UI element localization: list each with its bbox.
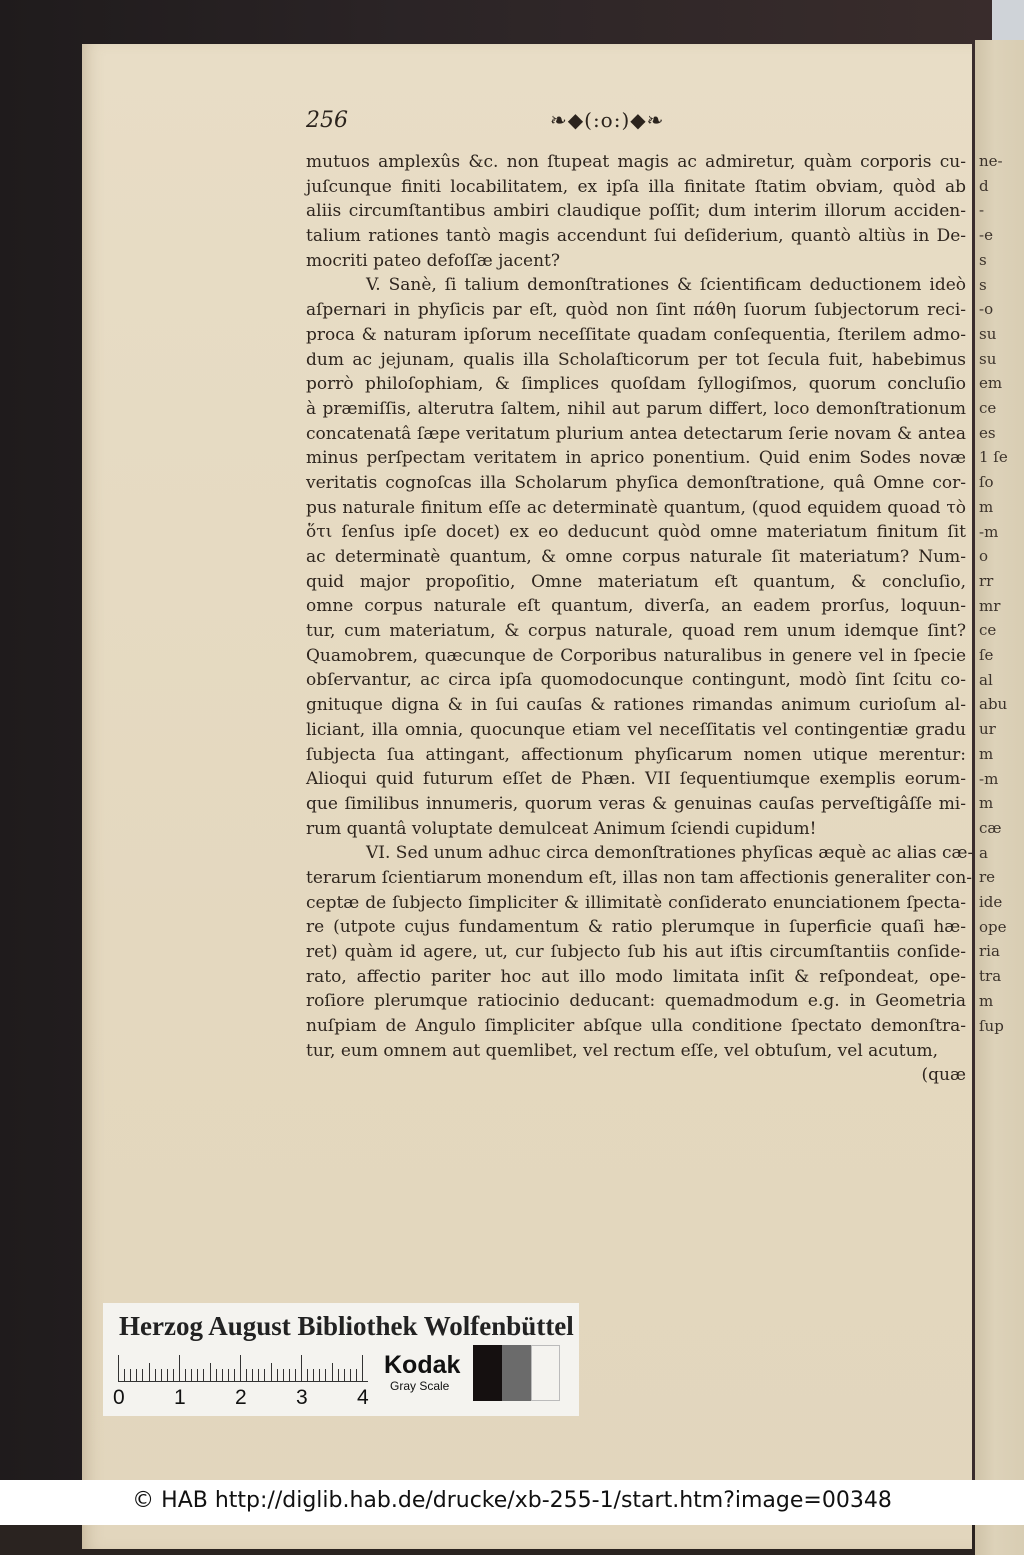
- facing-page-fragment: re: [979, 868, 996, 887]
- text-line: V. Sanè, ſi talium demonſtrationes & ſcientificam deductionem ideò: [366, 275, 966, 296]
- ruler-tick: [179, 1355, 180, 1381]
- ruler-tick: [277, 1369, 278, 1381]
- text-line: ret) quàm id agere, ut, cur ſubjecto ſub his aut iſtis circumſtantiis conſide-: [306, 942, 966, 962]
- ruler-tick: [289, 1369, 290, 1381]
- facing-page-fragment: m: [979, 744, 994, 763]
- facing-page-fragment: -m: [979, 522, 999, 541]
- facing-page-fragment: ria: [979, 942, 1000, 961]
- ruler-tick: [167, 1369, 168, 1381]
- text-line: ceptæ de ſubjecto ſimpliciter & illimitatè conſiderato enunciationem ſpecta-: [306, 892, 966, 913]
- text-line: terarum ſcientiarum monendum eſt, illas non tam affectionis generaliter con-: [306, 867, 973, 888]
- header-ornament: ❧◆(:o:)◆❧: [550, 108, 665, 132]
- ruler-number: 4: [357, 1386, 369, 1409]
- text-line: Quamobrem, quæcunque de Corporibus naturalibus in genere vel in ſpecie: [306, 645, 966, 666]
- ruler-number: 1: [174, 1386, 186, 1409]
- ruler-tick: [124, 1369, 125, 1381]
- ruler-tick: [332, 1363, 333, 1381]
- facing-page-fragment: ide: [979, 893, 1003, 911]
- ruler-number: 0: [113, 1386, 125, 1409]
- ruler-tick: [197, 1369, 198, 1381]
- facing-page-fragment: mr: [979, 596, 1001, 615]
- ruler-tick: [130, 1369, 131, 1381]
- ruler-tick: [344, 1369, 345, 1381]
- ruler-tick: [271, 1363, 272, 1381]
- facing-page-fragment: -m: [979, 769, 999, 788]
- facing-page-fragment: abu: [979, 695, 1008, 714]
- text-line: porrò philoſophiam, & ſimplices quoſdam ſyllogiſmos, quorum concluſio: [306, 374, 966, 395]
- ruler-tick: [258, 1369, 259, 1381]
- ruler-tick: [338, 1369, 339, 1381]
- text-line: aſpernari in phyſicis par eſt, quòd non ſint πάθη ſuorum ſubjectorum reci-: [306, 300, 966, 321]
- facing-page-fragment: 1 ſe: [979, 448, 1008, 467]
- facing-page-fragment: ur: [979, 720, 996, 739]
- facing-page-fragment: ſo: [979, 473, 994, 492]
- ruler-tick: [149, 1363, 150, 1381]
- facing-page-fragment: em: [979, 374, 1003, 393]
- library-color-tag: [103, 1303, 579, 1416]
- facing-page-fragment: -e: [979, 226, 993, 245]
- text-line: aliis circumſtantibus ambiri claudique poſſit; dum interim illorum acciden-: [306, 201, 966, 222]
- gray-swatch-dark: [473, 1345, 502, 1401]
- text-line: quid major propoſitio, Omne materiatum eſt quantum, & concluſio,: [306, 571, 966, 592]
- ruler-tick: [222, 1369, 223, 1381]
- text-line: ὅτι ſenſus ipſe docet) ex eo deducunt quòd omne materiatum finitum ſit: [306, 522, 966, 543]
- kodak-logo: Kodak: [384, 1351, 461, 1379]
- text-line: que ſimilibus innumeris, quorum veras & genuinas cauſas perveſtigâſſe mi-: [306, 793, 966, 814]
- ruler-scale: [118, 1355, 368, 1382]
- ruler-tick: [283, 1369, 284, 1381]
- text-line: ſubjecta ſua attingant, affectionum phyſicarum nomen utique merentur:: [306, 744, 966, 765]
- facing-page-fragment: d: [979, 176, 989, 195]
- ruler-tick: [313, 1369, 314, 1381]
- facing-page-fragment: -: [979, 201, 985, 220]
- ruler-tick: [252, 1369, 253, 1381]
- text-line: nuſpiam de Angulo ſimpliciter abſque ulla conditione ſpectato demonſtra-: [306, 1016, 966, 1037]
- text-line: pus naturale finitum eſſe ac determinatè quantum, (quod equidem quoad τὸ: [306, 497, 966, 518]
- text-line: liciant, illa omnia, quocunque etiam vel neceſſitatis vel contingentiæ gradu: [306, 719, 966, 740]
- facing-page-fragment: ſup: [979, 1016, 1004, 1035]
- facing-page-fragment: s: [979, 275, 987, 294]
- text-line: talium rationes tantò magis accendunt ſui deſiderium, quantò altiùs in De-: [306, 226, 966, 247]
- text-line: mutuos amplexûs &c. non ſtupeat magis ac admiretur, quàm corporis cu-: [306, 152, 966, 172]
- facing-page-fragment: es: [979, 423, 996, 442]
- ruler-tick: [136, 1369, 137, 1381]
- facing-page-fragment: m: [979, 991, 994, 1010]
- facing-page-fragment: ce: [979, 621, 997, 640]
- facing-page-fragment: su: [979, 324, 997, 343]
- copyright-text: © HAB http://diglib.hab.de/drucke/xb-255-1/start.htm?image=00348: [132, 1488, 892, 1513]
- ruler-tick: [295, 1369, 296, 1381]
- facing-page-fragment: tra: [979, 967, 1002, 986]
- kodak-subtitle: Gray Scale: [390, 1379, 450, 1393]
- ruler-tick: [185, 1369, 186, 1381]
- facing-page-fragment: su: [979, 349, 997, 368]
- text-line: proca & naturam ipſorum neceſſitate quadam conſequentia, ſterilem admo-: [306, 324, 966, 345]
- page-header: [306, 108, 964, 138]
- facing-page-fragment: cæ: [979, 818, 1002, 837]
- facing-page-fragment: m: [979, 794, 994, 813]
- facing-page-fragment: ce: [979, 399, 997, 417]
- text-line: gnituque digna & in ſui cauſas & rationes rimandas animum curioſum al-: [306, 695, 966, 716]
- text-line: rum quantâ voluptate demulceat Animum ſciendi cupidum!: [306, 818, 817, 839]
- ruler-tick: [191, 1369, 192, 1381]
- facing-page-fragment: rr: [979, 571, 994, 590]
- ruler-number: 3: [296, 1386, 308, 1409]
- ruler-tick: [301, 1355, 302, 1381]
- ruler-number: 2: [235, 1386, 247, 1409]
- ruler-tick: [319, 1369, 320, 1381]
- ruler-tick: [350, 1369, 351, 1381]
- text-line: tur, eum omnem aut quemlibet, vel rectum eſſe, vel obtuſum, vel acutum,: [306, 1040, 939, 1061]
- facing-page-fragment: al: [979, 670, 993, 689]
- body-text: [306, 150, 974, 1088]
- gray-swatch-mid: [502, 1345, 531, 1401]
- text-line: minus perſpectam veritatem in aprico ponentium. Quid enim Sodes novæ: [306, 448, 966, 469]
- facing-page-fragment: ſe: [979, 646, 994, 664]
- text-line: obſervantur, ac circa ipſa quomodocunque contingunt, modò ſint ſcitu co-: [306, 670, 966, 691]
- ruler-tick: [325, 1369, 326, 1381]
- ruler-tick: [173, 1369, 174, 1381]
- text-line: rato, affectio pariter hoc aut illo modo limitata inſit & reſpondeat, ope-: [306, 966, 966, 987]
- facing-page-fragment: o: [979, 547, 989, 566]
- ruler-tick: [216, 1369, 217, 1381]
- text-line: à præmiſſis, alterutra ſaltem, nihil aut parum differt, loco demonſtrationum: [306, 398, 966, 419]
- ruler-tick: [246, 1369, 247, 1381]
- text-line: veritatis cognoſcas illa Scholarum phyſica demonſtratione, quâ Omne cor-: [306, 472, 966, 493]
- catchword: (quæ: [921, 1065, 966, 1086]
- ruler-tick: [234, 1369, 235, 1381]
- page-number: 256: [306, 108, 348, 133]
- text-line: roſiore plerumque ratiocinio deducant: quemadmodum e.g. in Geometria: [306, 991, 966, 1012]
- facing-page-fragment: m: [979, 497, 994, 516]
- text-line: dum ac jejunam, qualis illa Scholaſticorum per tot ſecula fuit, habebimus: [306, 349, 966, 370]
- facing-page-edge: [975, 40, 1024, 1555]
- ruler-tick: [362, 1355, 363, 1381]
- ruler-tick: [118, 1355, 119, 1381]
- library-name: Herzog August Bibliothek Wolfenbüttel: [119, 1311, 574, 1341]
- ruler-tick: [356, 1369, 357, 1381]
- gray-swatch-light: [531, 1345, 560, 1401]
- facing-page-fragment: -o: [979, 300, 994, 319]
- facing-page-fragment: ne-: [979, 152, 1003, 170]
- ruler-tick: [228, 1369, 229, 1381]
- text-line: ac determinatè quantum, & omne corpus naturale ſit materiatum? Num-: [306, 547, 966, 567]
- facing-page-fragment: s: [979, 250, 987, 269]
- ruler-tick: [161, 1369, 162, 1381]
- facing-page-fragment: ope: [979, 917, 1007, 936]
- text-line: concatenatâ ſæpe veritatum plurium antea detectarum ſerie novam & antea: [306, 423, 966, 444]
- text-line: mocriti pateo defoſſæ jacent?: [306, 250, 560, 271]
- text-line: VI. Sed unum adhuc circa demonſtrationes phyſicas æquè ac alias cæ-: [366, 843, 974, 864]
- text-line: re (utpote cujus fundamentum & ratio plerumque in ſuperficie quaſi hæ-: [306, 917, 966, 938]
- text-line: tur, cum materiatum, & corpus naturale, quoad rem unum idemque ſint?: [306, 621, 966, 642]
- ruler-tick: [210, 1363, 211, 1381]
- text-line: omne corpus naturale eſt quantum, diverſa, an eadem prorſus, loquun-: [306, 596, 966, 617]
- ruler-tick: [203, 1369, 204, 1381]
- facing-page-fragment: a: [979, 843, 988, 862]
- text-line: Alioqui quid futurum eſſet de Phæn. VII ſequentiumque exemplis eorum-: [306, 769, 966, 790]
- copyright-footer: [0, 1480, 1024, 1525]
- ruler-tick: [155, 1369, 156, 1381]
- ruler-tick: [240, 1355, 241, 1381]
- ruler-tick: [264, 1369, 265, 1381]
- text-line: juſcunque finiti locabilitatem, ex ipſa illa finitate ſtatim obviam, quòd ab: [306, 176, 966, 197]
- ruler-tick: [142, 1369, 143, 1381]
- ruler-tick: [307, 1369, 308, 1381]
